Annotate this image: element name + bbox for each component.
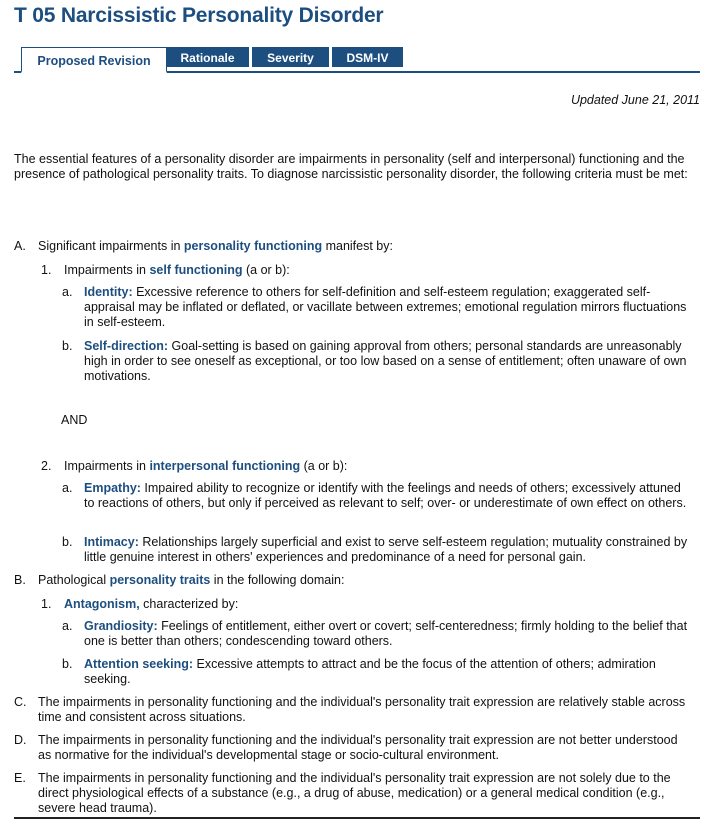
criterion-a2-keyword: interpersonal functioning bbox=[149, 459, 301, 473]
tab-bar bbox=[14, 47, 700, 73]
criterion-b1a-marker: a. bbox=[62, 619, 73, 633]
criterion-a2a-marker: a. bbox=[62, 481, 73, 495]
criterion-a1-pre: Impairments in bbox=[64, 263, 150, 277]
bottom-divider bbox=[14, 817, 700, 819]
criterion-b1-keyword: Antagonism, bbox=[64, 597, 140, 611]
criterion-a2a-text bbox=[84, 481, 694, 511]
criterion-a1-post: (a or b): bbox=[242, 263, 290, 277]
criterion-a2-heading bbox=[64, 459, 700, 474]
criterion-b1a-body: Feelings of entitlement, either overt or covert; self-centeredness; firmly holding to the belief that one is better than others; condescending toward others. bbox=[84, 619, 688, 648]
criterion-d-marker: D. bbox=[14, 733, 27, 747]
criterion-b-pre: Pathological bbox=[38, 573, 110, 587]
criterion-d-text: The impairments in personality functioning and the individual's personality trait expression are not better understood as normative for the individual's developmental stage or socio-cultural environment. bbox=[38, 733, 678, 762]
criterion-c-text: The impairments in personality functioning and the individual's personality trait expression are relatively stable across time and consistent across situations. bbox=[38, 695, 686, 724]
criterion-b-keyword: personality traits bbox=[109, 573, 211, 587]
tab-dsm-iv[interactable]: DSM-IV bbox=[332, 47, 403, 67]
criterion-a2-marker: 2. bbox=[41, 459, 52, 473]
updated-date: Updated June 21, 2011 bbox=[570, 93, 700, 107]
criterion-b1b-marker: b. bbox=[62, 657, 73, 671]
and-connector: AND bbox=[61, 413, 88, 427]
intro-paragraph: The essential features of a personality disorder are impairments in personality (self and interpersonal) functioning and the presence of pathological personality traits. To diagnose narcissistic personality disorder, the following criteria must be met: bbox=[14, 152, 688, 181]
criterion-a1-marker: 1. bbox=[41, 263, 52, 277]
criterion-b1b-text bbox=[84, 657, 694, 687]
criterion-a-keyword: personality functioning bbox=[183, 239, 323, 253]
criterion-e-text: The impairments in personality functioning and the individual's personality trait expression are not solely due to the direct physiological effects of a substance (e.g., a drug of abuse, medication) or a general medical condition (e.g., severe head trauma). bbox=[38, 771, 671, 815]
criterion-a2b-body: Relationships largely superficial and exist to serve self-esteem regulation; mutuality constrained by little genuine interest in others' experiences and predominance of a need for personal gain. bbox=[84, 535, 688, 564]
criterion-a1b-text bbox=[84, 339, 694, 384]
criterion-a1a-keyword: Identity: bbox=[84, 285, 133, 299]
criterion-a2-pre: Impairments in bbox=[64, 459, 150, 473]
criterion-b1-heading bbox=[64, 597, 700, 612]
tab-proposed-revision[interactable]: Proposed Revision bbox=[21, 47, 167, 73]
criterion-b-marker: B. bbox=[14, 573, 26, 587]
tab-severity[interactable]: Severity bbox=[252, 47, 329, 67]
criterion-a1b-marker: b. bbox=[62, 339, 73, 353]
criterion-a1-keyword: self functioning bbox=[149, 263, 243, 277]
criterion-b-post: in the following domain: bbox=[210, 573, 345, 587]
criterion-a1a-body: Excessive reference to others for self-definition and self-esteem regulation; exaggerated self-appraisal may be inflated or deflated, or vacillate between extremes; emotional regulation mirrors fluctuations in self-esteem. bbox=[84, 285, 687, 329]
criterion-c-marker: C. bbox=[14, 695, 27, 709]
criterion-a1b-keyword: Self-direction: bbox=[84, 339, 169, 353]
criterion-a2b-text bbox=[84, 535, 702, 565]
criterion-b1a-keyword: Grandiosity: bbox=[84, 619, 158, 633]
criterion-a1b-body: Goal-setting is based on gaining approval from others; personal standards are unreasonably high in order to see oneself as exceptional, or too low based on a sense of entitlement; often unaware of own motivations. bbox=[84, 339, 687, 383]
criterion-a2b-marker: b. bbox=[62, 535, 73, 549]
criterion-a2-post: (a or b): bbox=[300, 459, 348, 473]
criterion-a2a-keyword: Empathy: bbox=[84, 481, 141, 495]
tab-rationale[interactable]: Rationale bbox=[166, 47, 249, 67]
criterion-a1-heading bbox=[64, 263, 700, 278]
criterion-b1-post: characterized by: bbox=[139, 597, 239, 611]
criterion-a-pre: Significant impairments in bbox=[38, 239, 184, 253]
criterion-a2b-keyword: Intimacy: bbox=[84, 535, 139, 549]
criterion-b1b-keyword: Attention seeking: bbox=[84, 657, 194, 671]
criterion-b1a-text bbox=[84, 619, 698, 649]
criterion-e-marker: E. bbox=[14, 771, 26, 785]
criterion-b1b-body: Excessive attempts to attract and be the focus of the attention of others; admiration seeking. bbox=[84, 657, 656, 686]
criterion-a-marker: A. bbox=[14, 239, 26, 253]
criterion-a-heading bbox=[38, 239, 700, 254]
criterion-a1a-marker: a. bbox=[62, 285, 73, 299]
criterion-b-heading bbox=[38, 573, 700, 588]
criterion-b1-marker: 1. bbox=[41, 597, 52, 611]
criterion-a-post: manifest by: bbox=[322, 239, 393, 253]
criterion-a2a-body: Impaired ability to recognize or identify with the feelings and needs of others; excessively attuned to reactions of others, but only if perceived as relevant to self; over- or underestimate of own effect on others. bbox=[84, 481, 687, 510]
page-title: T 05 Narcissistic Personality Disorder bbox=[14, 4, 384, 27]
criterion-a1a-text bbox=[84, 285, 694, 330]
